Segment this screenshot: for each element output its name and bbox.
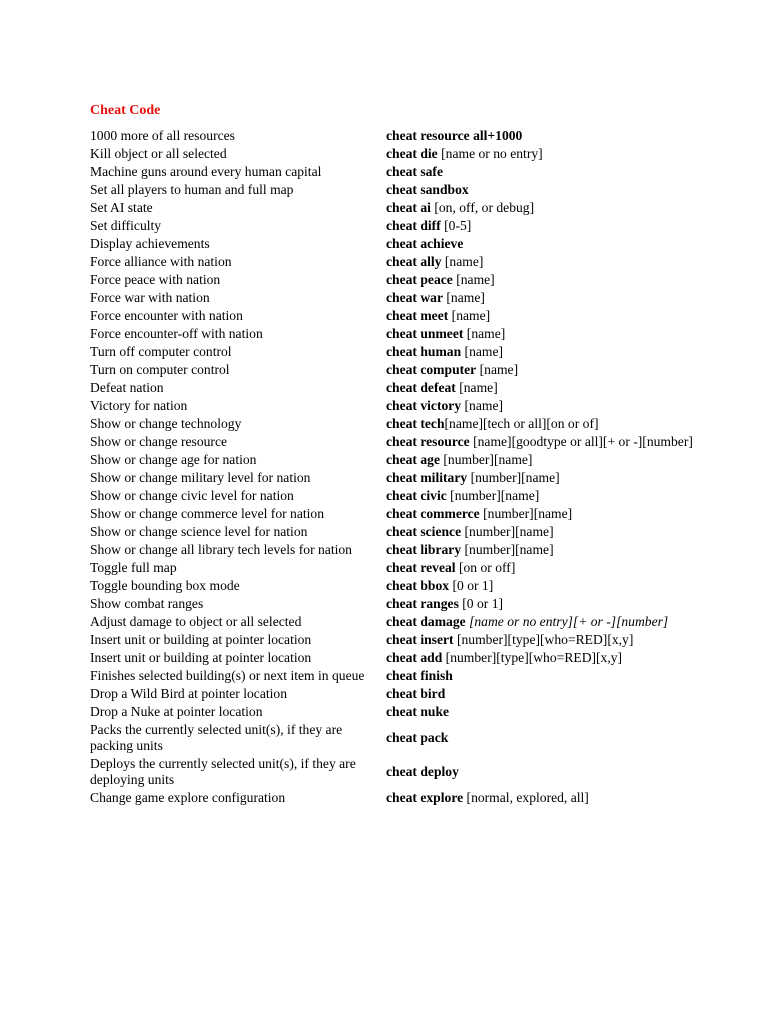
table-row <box>88 325 728 343</box>
cheat-arguments: [on, off, or debug] <box>430 200 535 215</box>
cheat-command: cheat add <box>386 650 443 665</box>
cheat-description: Show or change military level for nation <box>90 470 311 485</box>
cheat-description: Show or change technology <box>90 416 242 431</box>
table-row <box>88 559 728 577</box>
table-row <box>88 631 728 649</box>
cheat-command: cheat military <box>386 470 468 485</box>
cheat-code-cell <box>384 235 728 253</box>
cheat-code-cell <box>384 595 728 613</box>
table-row <box>88 755 728 789</box>
cheat-description: Display achievements <box>90 236 210 251</box>
table-row <box>88 577 728 595</box>
cheat-description: Show or change age for nation <box>90 452 257 467</box>
cheat-code-cell <box>384 163 728 181</box>
table-row <box>88 613 728 631</box>
cheat-description: Insert unit or building at pointer location <box>90 632 312 647</box>
cheat-code-cell <box>384 397 728 415</box>
cheat-arguments: [0-5] <box>440 218 472 233</box>
cheat-description: Toggle full map <box>90 560 177 575</box>
cheat-code-cell <box>384 559 728 577</box>
cheat-description: Set all players to human and full map <box>90 182 294 197</box>
cheat-code-cell <box>384 307 728 325</box>
cheat-arguments: [number][name] <box>446 488 540 503</box>
table-row <box>88 487 728 505</box>
cheat-arguments: [name] <box>463 326 506 341</box>
table-row <box>88 451 728 469</box>
cheat-arguments: [name][goodtype or all][+ or -][number] <box>469 434 693 449</box>
table-row <box>88 667 728 685</box>
cheat-command: cheat human <box>386 344 462 359</box>
table-row <box>88 307 728 325</box>
cheat-description: Toggle bounding box mode <box>90 578 240 593</box>
cheat-code-rows <box>88 127 728 807</box>
table-row <box>88 789 728 807</box>
cheat-description: Show or change science level for nation <box>90 524 308 539</box>
cheat-description: Show or change resource <box>90 434 228 449</box>
cheat-code-cell <box>384 181 728 199</box>
cheat-code-cell <box>384 325 728 343</box>
table-row <box>88 343 728 361</box>
cheat-arguments: [name or no entry][+ or -][number] <box>465 614 669 629</box>
cheat-description: Machine guns around every human capital <box>90 164 322 179</box>
table-row <box>88 469 728 487</box>
cheat-arguments: [name][tech or all][on or of] <box>444 416 599 431</box>
cheat-arguments: [name or no entry] <box>437 146 543 161</box>
cheat-description: Force peace with nation <box>90 272 221 287</box>
cheat-code-cell <box>384 577 728 595</box>
cheat-description: Kill object or all selected <box>90 146 227 161</box>
cheat-code-cell <box>384 199 728 217</box>
table-row <box>88 163 728 181</box>
cheat-description: Force war with nation <box>90 290 210 305</box>
cheat-command: cheat damage <box>386 614 466 629</box>
cheat-command: cheat die <box>386 146 438 161</box>
cheat-arguments: [name] <box>441 254 484 269</box>
cheat-command: cheat resource all+1000 <box>386 128 523 143</box>
cheat-arguments: [name] <box>461 398 504 413</box>
cheat-arguments: [name] <box>461 344 504 359</box>
table-row <box>88 379 728 397</box>
cheat-description: Set AI state <box>90 200 153 215</box>
cheat-command: cheat insert <box>386 632 454 647</box>
cheat-arguments: [number][type][who=RED][x,y] <box>453 632 634 647</box>
table-row <box>88 703 728 721</box>
cheat-code-cell <box>384 755 728 789</box>
cheat-command: cheat computer <box>386 362 477 377</box>
cheat-code-cell <box>384 253 728 271</box>
cheat-code-cell <box>384 703 728 721</box>
cheat-code-cell <box>384 379 728 397</box>
cheat-command: cheat resource <box>386 434 470 449</box>
cheat-code-cell <box>384 127 728 145</box>
cheat-description: Turn on computer control <box>90 362 230 377</box>
cheat-description: Turn off computer control <box>90 344 232 359</box>
cheat-arguments: [normal, explored, all] <box>463 790 589 805</box>
cheat-code-cell <box>384 667 728 685</box>
table-row <box>88 433 728 451</box>
cheat-command: cheat diff <box>386 218 441 233</box>
cheat-code-cell <box>384 613 728 631</box>
cheat-command: cheat science <box>386 524 462 539</box>
cheat-description: Victory for nation <box>90 398 188 413</box>
cheat-command: cheat unmeet <box>386 326 464 341</box>
cheat-description: Defeat nation <box>90 380 164 395</box>
cheat-code-cell <box>384 451 728 469</box>
cheat-code-cell <box>384 415 728 433</box>
table-row <box>88 541 728 559</box>
cheat-arguments: [number][name] <box>461 524 554 539</box>
table-row <box>88 289 728 307</box>
cheat-description: Change game explore configuration <box>90 790 286 805</box>
table-row <box>88 415 728 433</box>
table-row <box>88 649 728 667</box>
cheat-command: cheat meet <box>386 308 449 323</box>
cheat-code-cell <box>384 469 728 487</box>
cheat-command: cheat war <box>386 290 443 305</box>
table-row <box>88 685 728 703</box>
cheat-description: Deploys the currently selected unit(s), if they are deploying units <box>90 756 356 787</box>
table-row <box>88 181 728 199</box>
cheat-code-cell <box>384 487 728 505</box>
cheat-description: Insert unit or building at pointer location <box>90 650 312 665</box>
cheat-command: cheat library <box>386 542 462 557</box>
cheat-command: cheat ally <box>386 254 442 269</box>
cheat-arguments: [name] <box>455 380 498 395</box>
cheat-description: 1000 more of all resources <box>90 128 235 143</box>
cheat-command: cheat age <box>386 452 440 467</box>
cheat-description: Force encounter with nation <box>90 308 243 323</box>
cheat-arguments: [0 or 1] <box>449 578 494 593</box>
cheat-command: cheat defeat <box>386 380 456 395</box>
cheat-code-cell <box>384 145 728 163</box>
cheat-command: cheat finish <box>386 668 453 683</box>
cheat-command: cheat sandbox <box>386 182 469 197</box>
cheat-command: cheat commerce <box>386 506 480 521</box>
cheat-description: Show or change civic level for nation <box>90 488 294 503</box>
cheat-command: cheat bbox <box>386 578 450 593</box>
cheat-arguments: [number][name] <box>479 506 573 521</box>
cheat-arguments: [number][name] <box>461 542 554 557</box>
cheat-description: Drop a Nuke at pointer location <box>90 704 263 719</box>
cheat-description: Force encounter-off with nation <box>90 326 263 341</box>
cheat-description: Drop a Wild Bird at pointer location <box>90 686 288 701</box>
cheat-code-table <box>88 127 728 807</box>
cheat-command: cheat achieve <box>386 236 464 251</box>
cheat-code-cell <box>384 505 728 523</box>
cheat-code-cell <box>384 685 728 703</box>
cheat-code-cell <box>384 217 728 235</box>
table-row <box>88 235 728 253</box>
table-row <box>88 199 728 217</box>
table-row <box>88 361 728 379</box>
cheat-command: cheat reveal <box>386 560 456 575</box>
cheat-description: Adjust damage to object or all selected <box>90 614 302 629</box>
cheat-code-cell <box>384 649 728 667</box>
table-row <box>88 217 728 235</box>
cheat-arguments: [number][type][who=RED][x,y] <box>442 650 623 665</box>
cheat-code-cell <box>384 721 728 755</box>
cheat-arguments: [number][name] <box>467 470 560 485</box>
cheat-command: cheat explore <box>386 790 464 805</box>
cheat-code-cell <box>384 541 728 559</box>
cheat-command: cheat nuke <box>386 704 450 719</box>
cheat-arguments: [name] <box>443 290 485 305</box>
cheat-command: cheat pack <box>386 730 449 745</box>
table-row <box>88 721 728 755</box>
cheat-command: cheat deploy <box>386 764 459 779</box>
cheat-description: Show or change all library tech levels for nation <box>90 542 352 557</box>
cheat-description: Force alliance with nation <box>90 254 232 269</box>
cheat-code-cell <box>384 343 728 361</box>
cheat-command: cheat ai <box>386 200 431 215</box>
cheat-code-cell <box>384 631 728 649</box>
cheat-arguments: [name] <box>452 272 495 287</box>
cheat-code-cell <box>384 289 728 307</box>
table-row <box>88 595 728 613</box>
cheat-arguments: [0 or 1] <box>458 596 504 611</box>
cheat-description: Show or change commerce level for nation <box>90 506 325 521</box>
cheat-arguments: [name] <box>448 308 491 323</box>
cheat-command: cheat victory <box>386 398 462 413</box>
cheat-description: Finishes selected building(s) or next item in queue <box>90 668 365 683</box>
cheat-code-cell <box>384 789 728 807</box>
table-row <box>88 523 728 541</box>
table-row <box>88 271 728 289</box>
table-row <box>88 505 728 523</box>
cheat-command: cheat safe <box>386 164 443 179</box>
table-row <box>88 145 728 163</box>
cheat-command: cheat tech <box>386 416 445 431</box>
cheat-code-cell <box>384 433 728 451</box>
cheat-command: cheat bird <box>386 686 446 701</box>
table-row <box>88 127 728 145</box>
cheat-arguments: [on or off] <box>455 560 516 575</box>
table-row <box>88 253 728 271</box>
cheat-command: cheat civic <box>386 488 447 503</box>
table-row <box>88 397 728 415</box>
cheat-code-cell <box>384 361 728 379</box>
cheat-arguments: [name] <box>476 362 519 377</box>
cheat-command: cheat peace <box>386 272 453 287</box>
cheat-arguments: [number][name] <box>439 452 533 467</box>
cheat-code-cell <box>384 271 728 289</box>
cheat-description: Packs the currently selected unit(s), if they are packing units <box>90 722 343 753</box>
document-title: Cheat Code <box>90 103 161 118</box>
cheat-description: Show combat ranges <box>90 596 204 611</box>
cheat-command: cheat ranges <box>386 596 459 611</box>
cheat-code-cell <box>384 523 728 541</box>
cheat-description: Set difficulty <box>90 218 162 233</box>
